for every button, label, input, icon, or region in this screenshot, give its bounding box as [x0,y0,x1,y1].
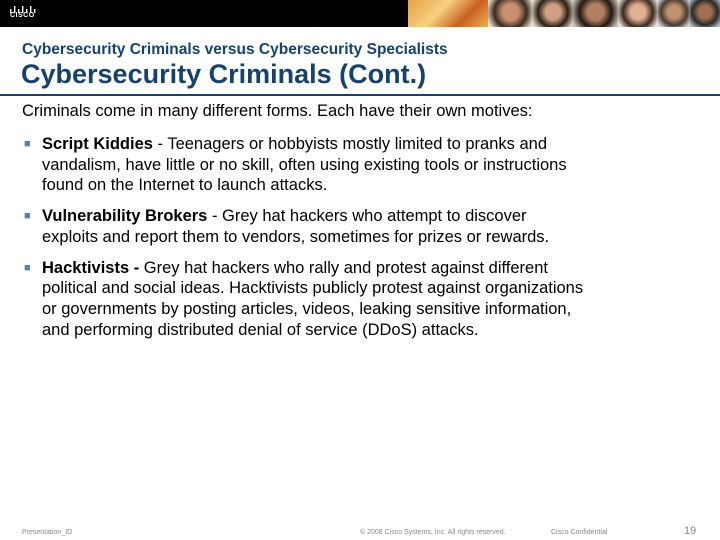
bullet-item-vulnerability-brokers [24,206,584,247]
square-bullet-icon: ■ [24,210,31,223]
header-photo-strip [408,0,720,27]
footer-copyright: © 2008 Cisco Systems, Inc. All rights reserved. [360,529,506,536]
photo-person-4 [618,0,658,27]
footer-confidential: Cisco Confidential [551,529,608,536]
bullet-item-script-kiddies [24,134,584,196]
intro-text: Criminals come in many different forms. Each have their own motives: [22,102,533,120]
slide-title: Cybersecurity Criminals (Cont.) [21,59,427,89]
bullet-term: Script Kiddies [42,135,153,153]
bullet-description: - Grey hat hackers who attempt to discover exploits and report them to vendors, sometimes for prizes or rewards. [42,207,550,246]
photo-person-5 [658,0,690,27]
square-bullet-icon: ■ [24,138,31,150]
photo-person-2 [533,0,573,27]
bullet-term: Hacktivists - [42,258,140,277]
logo-text: CISCO [10,12,35,19]
footer-presentation-id: Presentation_ID [22,529,73,536]
header-banner [0,0,720,27]
photo-person-6 [690,0,720,27]
photo-person-1 [488,0,533,27]
slide-subtitle: Cybersecurity Criminals versus Cybersecurity Specialists [22,41,448,58]
bullet-term: Vulnerability Brokers [42,207,208,226]
page-number: 19 [684,525,697,537]
photo-autumn-leaves [408,0,488,27]
title-divider [0,94,720,96]
bullet-item-hacktivists [24,258,584,341]
square-bullet-icon: ■ [24,261,31,274]
bullet-description: Grey hat hackers who rally and protest against different political and social ideas. Hacktivists publicly protest against organizations or governments by posting articles, videos, leaking sensitive information, and performing distributed denial of service (DDoS) attacks. [42,258,584,339]
bullet-list [24,134,584,350]
photo-person-3 [573,0,618,27]
bullet-description: - Teenagers or hobbyists mostly limited to pranks and vandalism, have little or no skill, often using existing tools or instructions found on the Internet to launch attacks. [42,135,567,195]
